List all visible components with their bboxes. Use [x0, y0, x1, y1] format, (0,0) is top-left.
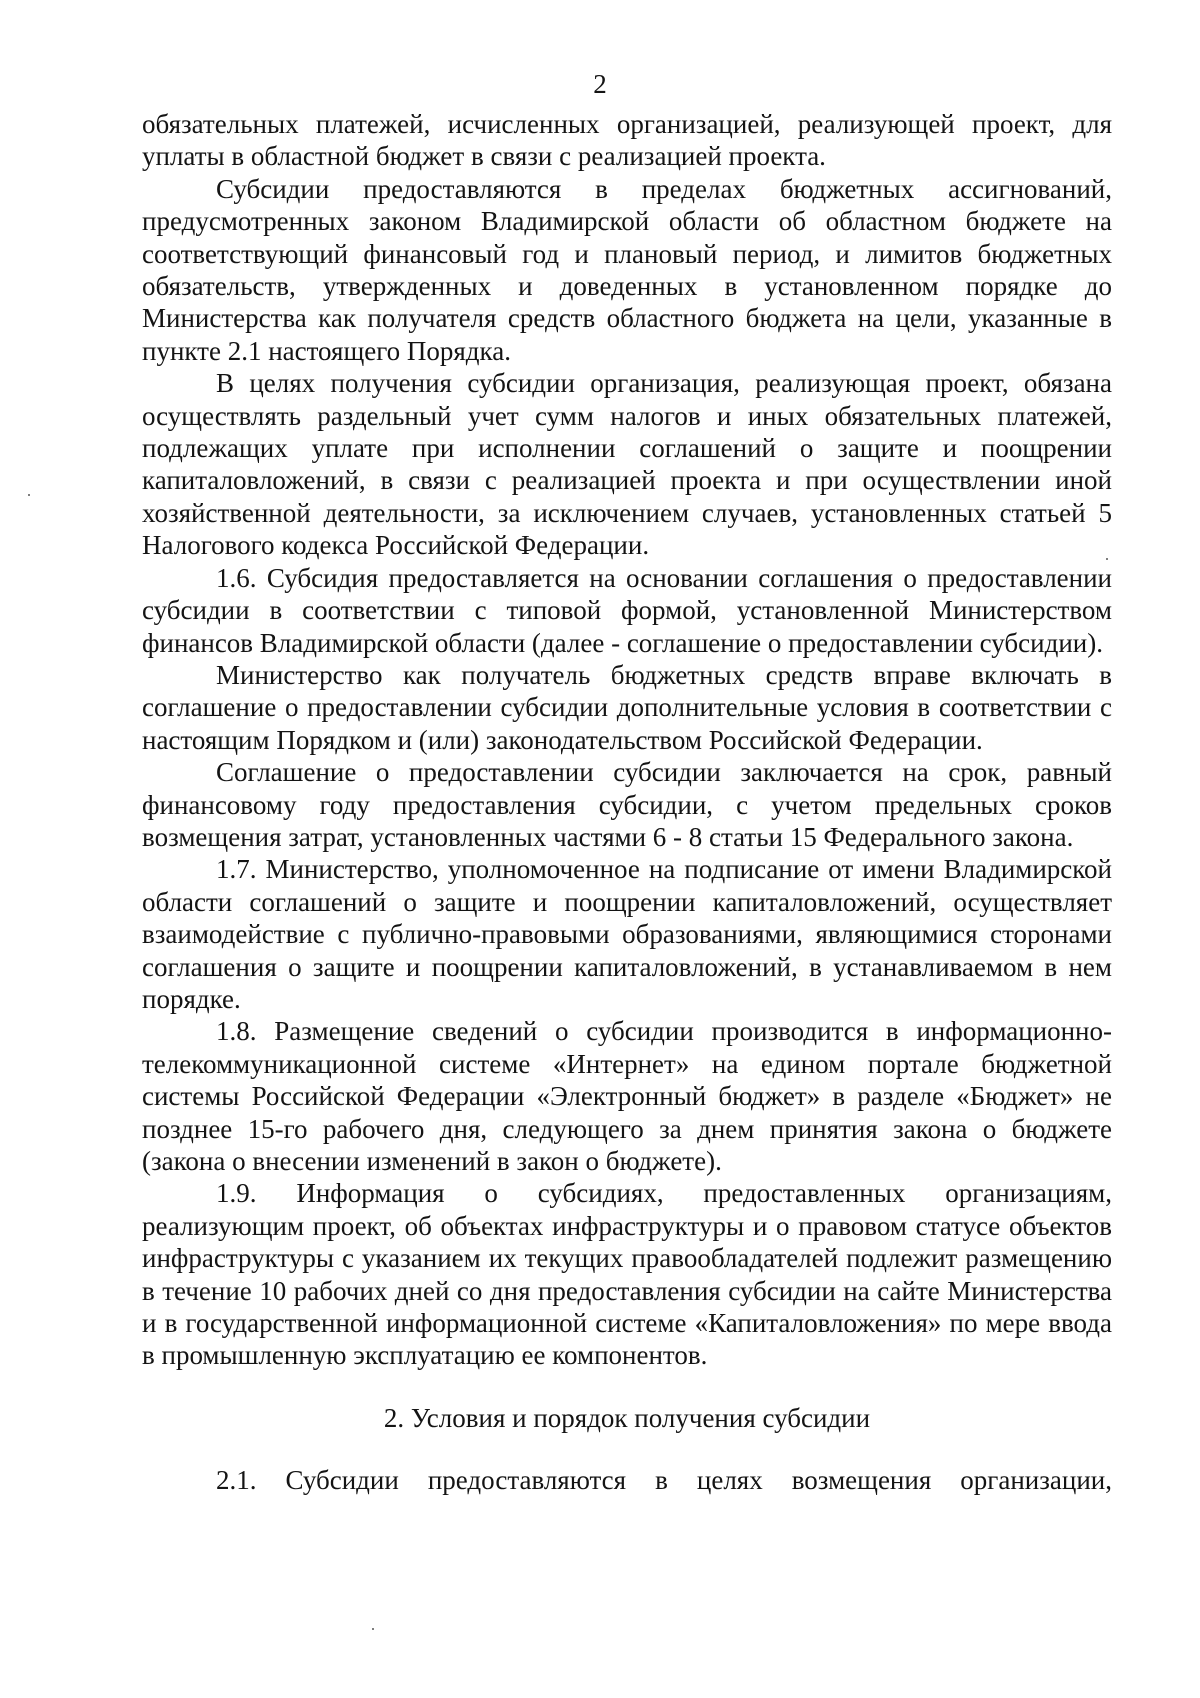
scan-speck — [28, 494, 30, 496]
paragraph-1-8: 1.8. Размещение сведений о субсидии производится в информационно-телекоммуникационной системе «Интернет» на едином портале бюджетной системы Российской Федерации «Электронный бюджет» в разделе «Бюджет» не позднее 15-го рабочего дня, следующего за днем принятия закона о бюджете (закона о внесении изменений в закон о бюджете). — [142, 1016, 1112, 1176]
page-number: 2 — [593, 69, 607, 99]
paragraph-1-9: 1.9. Информация о субсидиях, предоставленных организациям, реализующим проект, об объектах инфраструктуры и о правовом статусе объектов инфраструктуры с указанием их текущих правообладателей подлежит размещению в течение 10 рабочих дней со дня предоставления субсидии на сайте Министерства и в государственной информационной системе «Капиталовложения» по мере ввода в промышленную эксплуатацию ее компонентов. — [142, 1178, 1112, 1371]
section-heading: 2. Условия и порядок получения субсидии — [383, 1402, 871, 1433]
paragraph-2-1: 2.1. Субсидии предоставляются в целях возмещения организации, — [216, 1465, 1112, 1496]
paragraph-1-7: 1.7. Министерство, уполномоченное на подписание от имени Владимирской области соглашений о защите и поощрении капиталовложений, осуществляет взаимодействие с публично-правовыми образованиями, являющимися сторонами соглашения о защите и поощрении капиталовложений, в устанавливаемом в нем порядке. — [142, 854, 1112, 1014]
scan-speck — [372, 1628, 374, 1630]
paragraph-subsidy-limits: Субсидии предоставляются в пределах бюджетных ассигнований, предусмотренных законом Владимирской области об областном бюджете на соответствующий финансовый год и плановый период, и лимитов бюджетных обязательств, утвержденных и доведенных в установленном порядке до Министерства как получателя средств областного бюджета на цели, указанные в пункте 2.1 настоящего Порядка. — [142, 173, 1112, 366]
paragraph-separate-accounting: В целях получения субсидии организация, реализующая проект, обязана осуществлять раздельный учет сумм налогов и иных обязательных платежей, подлежащих уплате при исполнении соглашений о защите и поощрении капиталовложений, в связи с реализацией проекта и при осуществлении иной хозяйственной деятельности, за исключением случаев, установленных статьей 5 Налогового кодекса Российской Федерации. — [142, 368, 1112, 561]
document-body — [142, 108, 1112, 1497]
scan-speck — [1106, 558, 1108, 560]
paragraph-ministry-conditions: Министерство как получатель бюджетных средств вправе включать в соглашение о предоставлении субсидии дополнительные условия в соответствии с настоящим Порядком и (или) законодательством Российской Федерации. — [142, 659, 1112, 755]
paragraph-continuation: обязательных платежей, исчисленных организацией, реализующей проект, для уплаты в областной бюджет в связи с реализацией проекта. — [142, 109, 1112, 172]
paragraph-agreement-term: Соглашение о предоставлении субсидии заключается на срок, равный финансовому году предоставления субсидии, с учетом предельных сроков возмещения затрат, установленных частями 6 - 8 статьи 15 Федерального закона. — [142, 757, 1112, 852]
paragraph-1-6: 1.6. Субсидия предоставляется на основании соглашения о предоставлении субсидии в соответствии с типовой формой, установленной Министерством финансов Владимирской области (далее - соглашение о предоставлении субсидии). — [142, 562, 1112, 658]
